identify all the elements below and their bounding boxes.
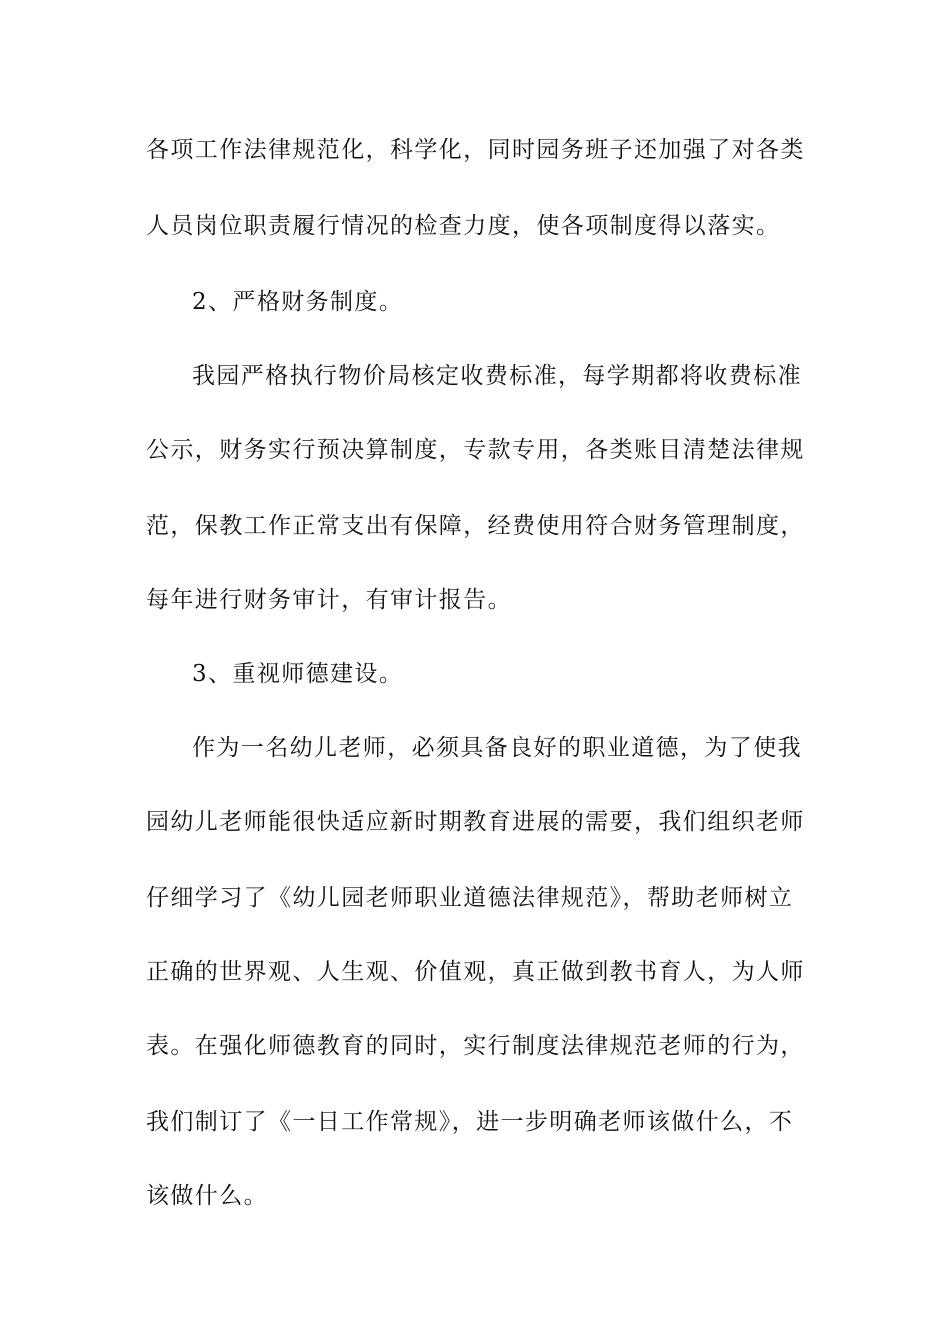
paragraph-line: 我们制订了《一日工作常规》，进一步明确老师该做什么，不 <box>146 1109 794 1135</box>
section-heading: 2、严格财务制度。 <box>192 289 404 315</box>
paragraph-line: 仔细学习了《幼儿园老师职业道德法律规范》，帮助老师树立 <box>146 885 794 911</box>
paragraph-line: 范，保教工作正常支出有保障，经费使用符合财务管理制度， <box>146 513 805 539</box>
paragraph-line: 作为一名幼儿老师，必须具备良好的职业道德，为了使我 <box>192 735 802 761</box>
paragraph-line: 表。在强化师德教育的同时，实行制度法律规范老师的行为， <box>146 1033 805 1059</box>
paragraph-line: 园幼儿老师能很快适应新时期教育进展的需要，我们组织老师 <box>146 809 805 835</box>
paragraph-line: 我园严格执行物价局核定收费标准，每学期都将收费标准 <box>192 363 802 389</box>
paragraph-line: 公示，财务实行预决算制度，专款专用，各类账目清楚法律规 <box>146 437 805 463</box>
paragraph-line: 人员岗位职责履行情况的检查力度，使各项制度得以落实。 <box>146 213 781 239</box>
paragraph-line: 各项工作法律规范化，科学化，同时园务班子还加强了对各类 <box>146 137 805 163</box>
paragraph-line: 该做什么。 <box>146 1183 268 1209</box>
section-heading: 3、重视师德建设。 <box>192 661 404 687</box>
paragraph-line: 正确的世界观、人生观、价值观，真正做到教书育人，为人师 <box>146 959 805 985</box>
paragraph-line: 每年进行财务审计，有审计报告。 <box>146 587 512 613</box>
